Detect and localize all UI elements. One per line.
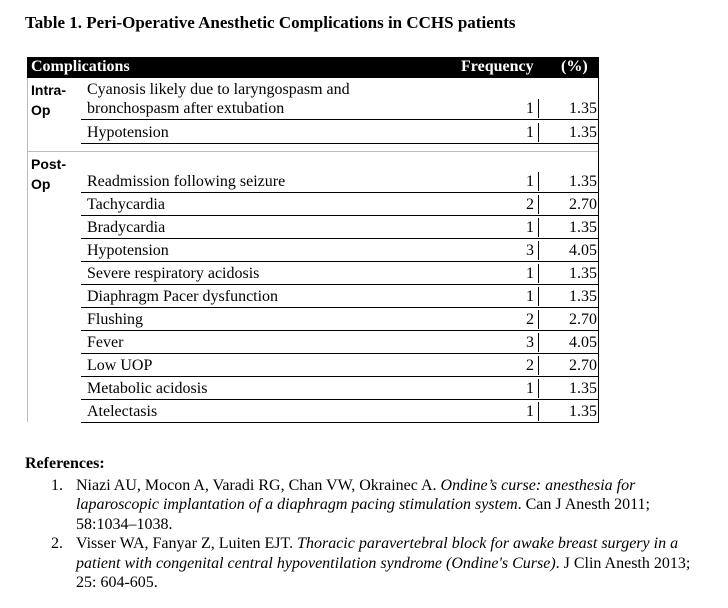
table-row [81,354,599,377]
table-row [81,78,599,120]
row-percent: 1.35 [569,265,597,282]
table-row [81,152,599,193]
reference-title: Thoracic paravertebral block for awake breast surgery in a patient with congenital central hypoventilation syndrome (Ondine's Curse) [76,535,679,572]
row-percent: 1.35 [569,173,597,190]
row-percent: 1.35 [569,403,597,420]
row-frequency: 1 [514,402,539,421]
table-row [81,262,599,285]
complications-table [27,57,599,422]
row-complication: Metabolic acidosis [87,380,208,397]
row-complication: Low UOP [87,357,153,374]
row-frequency: 1 [514,379,539,398]
row-percent: 1.35 [569,288,597,305]
row-complication: Hypotension [87,124,169,141]
table-row [81,400,599,423]
table-row [81,120,599,144]
row-complication: Fever [87,334,124,351]
reference-authors: Visser WA, Fanyar Z, Luiten EJT. [76,535,298,552]
section-post-op [27,152,599,422]
row-complication: Hypotension [87,242,169,259]
table-row [81,239,599,262]
row-percent: 2.70 [569,357,597,374]
reference-number: 2. [51,535,63,552]
references-title: References: [25,455,105,472]
row-complication: Bradycardia [87,219,166,236]
reference-item [25,476,705,535]
row-frequency: 2 [514,356,539,375]
row-percent: 2.70 [569,196,597,213]
table-row [81,308,599,331]
reference-item [25,534,705,593]
row-frequency: 1 [514,218,539,237]
table-caption: Table 1. Peri-Operative Anesthetic Complications in CCHS patients [25,13,516,32]
row-frequency: 1 [514,99,539,118]
header-percent: (%) [561,58,588,75]
table-right-border [598,78,599,422]
row-complication: Diaphragm Pacer dysfunction [87,288,279,305]
row-frequency: 3 [514,333,539,352]
header-complications: Complications [31,58,130,75]
row-complication: Tachycardia [87,196,165,213]
section-label: Post- Op [31,156,66,192]
reference-authors: Niazi AU, Mocon A, Varadi RG, Chan VW, Okrainec A. [76,476,441,494]
table-row [81,193,599,216]
table-row [81,331,599,354]
row-percent: 1.35 [569,124,597,141]
row-frequency: 3 [514,241,539,260]
row-percent: 4.05 [569,334,597,351]
table-row [81,216,599,239]
reference-source: . Can J Anesth 2011; 58:1034–1038. [76,496,650,533]
row-complication: Flushing [87,311,144,328]
row-frequency: 1 [514,123,539,142]
section-intra-op [27,78,599,152]
section-label: Intra- Op [31,82,66,118]
row-frequency: 1 [514,172,539,191]
row-complication: Readmission following seizure [87,173,286,190]
row-frequency: 2 [514,310,539,329]
row-percent: 1.35 [569,380,597,397]
row-percent: 1.35 [569,219,597,236]
table-left-border [27,78,28,422]
table-header-row [27,57,599,78]
row-complication: Severe respiratory acidosis [87,265,260,282]
row-percent: 4.05 [569,242,597,259]
reference-title: Ondine’s curse: anesthesia for laparoscopic implantation of a diaphragm pacing stimulation system [76,476,636,513]
reference-number: 1. [51,476,63,494]
references [25,454,705,593]
table-row [81,377,599,400]
row-frequency: 2 [514,195,539,214]
row-percent: 1.35 [569,100,597,117]
table-row [81,285,599,308]
reference-source: . J Clin Anesth 2013; 25: 604-605. [76,554,691,591]
row-percent: 2.70 [569,311,597,328]
row-complication: Cyanosis likely due to laryngospasm and bronchospasm after extubation [87,81,350,117]
row-frequency: 1 [514,264,539,283]
row-frequency: 1 [514,287,539,306]
row-complication: Atelectasis [87,403,158,420]
header-frequency: Frequency [461,58,534,75]
